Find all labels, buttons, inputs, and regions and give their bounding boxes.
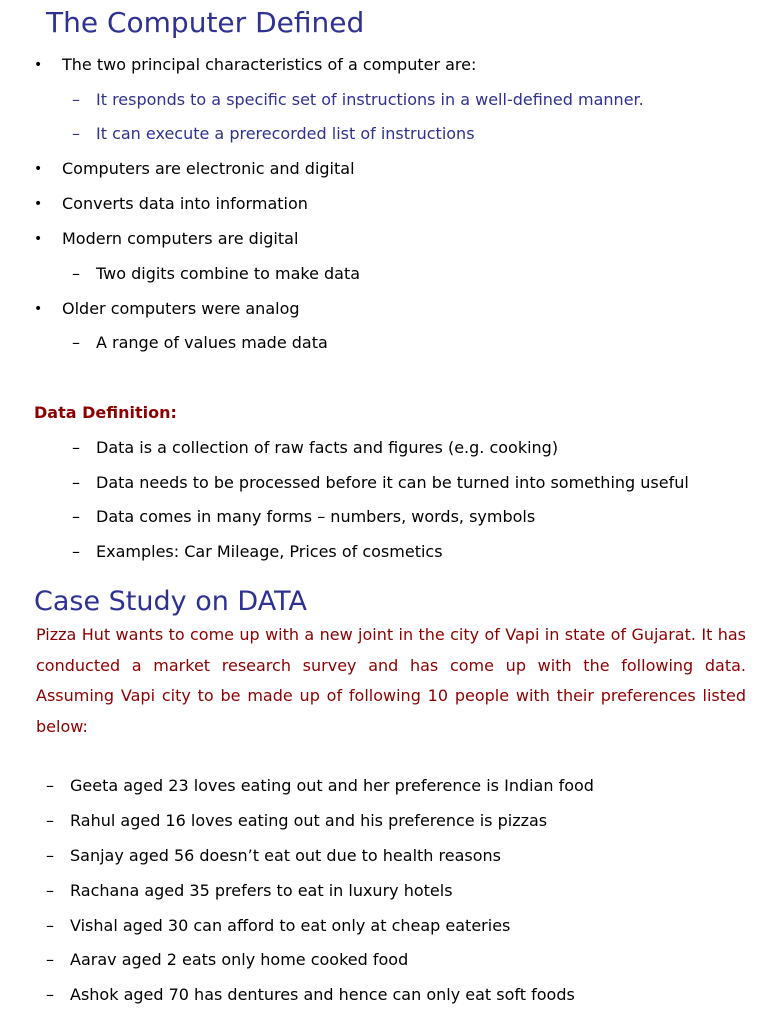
- dash-icon: –: [46, 846, 54, 865]
- dash-icon: –: [72, 473, 80, 492]
- dash-icon: –: [72, 264, 80, 283]
- bullet-icon: •: [34, 161, 43, 177]
- sub-bullet-text: It responds to a specific set of instructions in a well-defined manner.: [96, 90, 644, 109]
- person-item: Sanjay aged 56 doesn’t eat out due to health reasons: [70, 846, 501, 865]
- dash-icon: –: [46, 881, 54, 900]
- bullet-icon: •: [34, 231, 43, 247]
- bullet-icon: •: [34, 196, 43, 212]
- definition-item: Data comes in many forms – numbers, words, symbols: [96, 507, 536, 526]
- person-item: Rahul aged 16 loves eating out and his preference is pizzas: [70, 811, 548, 830]
- page-title: The Computer Defined: [46, 6, 365, 39]
- definition-item: Data needs to be processed before it can be turned into something useful: [96, 473, 689, 492]
- dash-icon: –: [46, 811, 54, 830]
- case-study-title: Case Study on DATA: [34, 586, 307, 617]
- bullet-text: Older computers were analog: [62, 299, 300, 318]
- bullet-text: Computers are electronic and digital: [62, 159, 355, 178]
- bullet-icon: •: [34, 301, 43, 317]
- sub-bullet-text: Two digits combine to make data: [96, 264, 361, 283]
- data-definition-label: Data Definition:: [34, 403, 177, 422]
- dash-icon: –: [72, 90, 80, 109]
- sub-bullet-text: A range of values made data: [96, 333, 328, 352]
- case-study-paragraph: Pizza Hut wants to come up with a new joint in the city of Vapi in state of Gujarat. It has conducted a market research survey and has come up with the following data. Assuming Vapi city to be made up of following 10 people with their preferences listed below:: [36, 625, 746, 736]
- dash-icon: –: [72, 438, 80, 457]
- dash-icon: –: [72, 507, 80, 526]
- dash-icon: –: [46, 950, 54, 969]
- person-item: Ashok aged 70 has dentures and hence can only eat soft foods: [70, 985, 575, 1004]
- dash-icon: –: [72, 124, 80, 143]
- dash-icon: –: [46, 916, 54, 935]
- dash-icon: –: [72, 542, 80, 561]
- person-item: Aarav aged 2 eats only home cooked food: [70, 950, 409, 969]
- definition-item: Examples: Car Mileage, Prices of cosmetics: [96, 542, 443, 561]
- dash-icon: –: [72, 333, 80, 352]
- bullet-icon: •: [34, 57, 43, 73]
- dash-icon: –: [46, 776, 54, 795]
- dash-icon: –: [46, 985, 54, 1004]
- bullet-text: Modern computers are digital: [62, 229, 299, 248]
- person-item: Vishal aged 30 can afford to eat only at cheap eateries: [70, 916, 511, 935]
- definition-item: Data is a collection of raw facts and figures (e.g. cooking): [96, 438, 559, 457]
- bullet-text: The two principal characteristics of a computer are:: [62, 55, 477, 74]
- person-item: Geeta aged 23 loves eating out and her preference is Indian food: [70, 776, 594, 795]
- bullet-text: Converts data into information: [62, 194, 308, 213]
- person-item: Rachana aged 35 prefers to eat in luxury hotels: [70, 881, 453, 900]
- sub-bullet-text: It can execute a prerecorded list of instructions: [96, 124, 475, 143]
